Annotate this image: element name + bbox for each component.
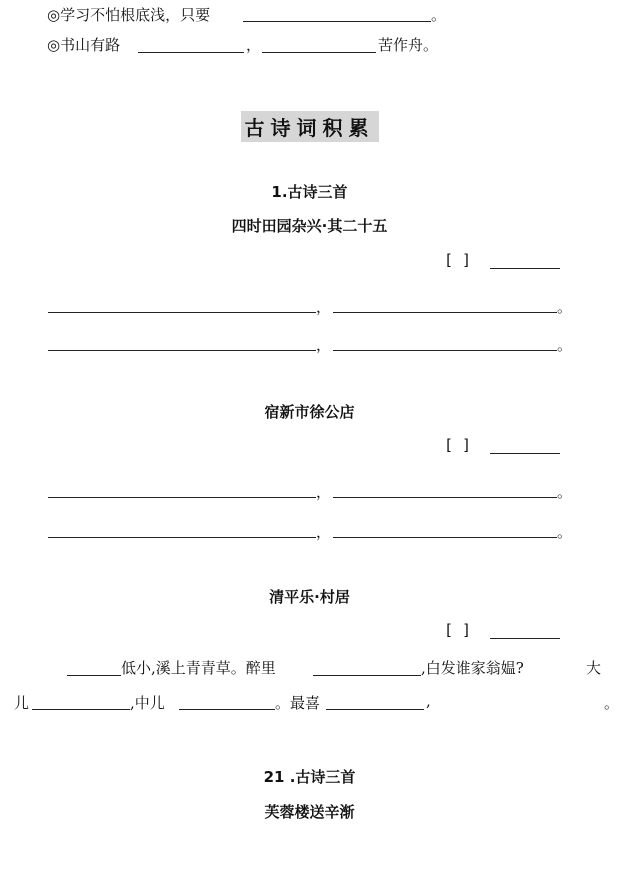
- poem-text: 。最喜: [275, 694, 321, 712]
- author-bracket: [ ]: [444, 251, 472, 269]
- poem-line-blank[interactable]: [32, 709, 130, 710]
- author-bracket: [ ]: [444, 621, 472, 639]
- period: 。: [557, 523, 573, 541]
- comma: ，: [316, 298, 332, 316]
- poem-line-blank[interactable]: [48, 350, 316, 351]
- comma: ，: [316, 483, 332, 501]
- section-title-text: 古诗词积累: [241, 111, 379, 142]
- fill-blank[interactable]: [138, 52, 244, 53]
- poem-title: 宿新市徐公店: [264, 403, 355, 421]
- poem-line-blank[interactable]: [333, 312, 557, 313]
- fill-blank[interactable]: [262, 52, 376, 53]
- poem-line-blank[interactable]: [179, 709, 275, 710]
- period: 。: [557, 336, 573, 354]
- quote-line-2-end: 苦作舟。: [378, 36, 439, 54]
- fill-blank[interactable]: [243, 21, 431, 22]
- author-bracket: [ ]: [444, 436, 472, 454]
- author-blank[interactable]: [490, 453, 560, 454]
- poem-line-blank[interactable]: [333, 350, 557, 351]
- section-title: [0, 111, 619, 142]
- lesson-heading: 1.古诗三首: [271, 183, 348, 201]
- quote-line-1: [47, 4, 210, 25]
- quote-line-1-text: ◎学习不怕根底浅，只要: [47, 6, 211, 24]
- comma: ，: [316, 336, 332, 354]
- poem-line-blank[interactable]: [326, 709, 424, 710]
- poem-line-blank[interactable]: [48, 312, 316, 313]
- period: 。: [557, 298, 573, 316]
- author-blank[interactable]: [490, 638, 560, 639]
- poem-line-blank[interactable]: [333, 497, 557, 498]
- lesson-heading: 21 .古诗三首: [263, 768, 356, 786]
- poem-text: 儿: [14, 694, 30, 712]
- quote-line-1-end: 。: [431, 6, 447, 24]
- poem-text: ,白发谁家翁媪?: [421, 659, 524, 677]
- poem-title: 四时田园杂兴·其二十五: [231, 217, 388, 235]
- poem-line-blank[interactable]: [313, 675, 421, 676]
- quote-line-2-text: ◎书山有路: [47, 36, 121, 54]
- comma: ，: [316, 523, 332, 541]
- poem-text: ,: [426, 692, 431, 710]
- poem-title: 清平乐·村居: [269, 588, 350, 606]
- poem-text: 低小,溪上青青草。醉里: [121, 659, 276, 677]
- poem-text: ,中儿: [130, 694, 165, 712]
- poem-text: 大: [586, 659, 602, 677]
- author-blank[interactable]: [490, 268, 560, 269]
- poem-line-blank[interactable]: [67, 675, 121, 676]
- period: 。: [604, 694, 619, 712]
- poem-line-blank[interactable]: [333, 537, 557, 538]
- period: 。: [557, 483, 573, 501]
- quote-line-2-comma: ，: [246, 36, 262, 54]
- poem-line-blank[interactable]: [48, 497, 316, 498]
- poem-title: 芙蓉楼送辛渐: [264, 803, 355, 821]
- poem-line-blank[interactable]: [48, 537, 316, 538]
